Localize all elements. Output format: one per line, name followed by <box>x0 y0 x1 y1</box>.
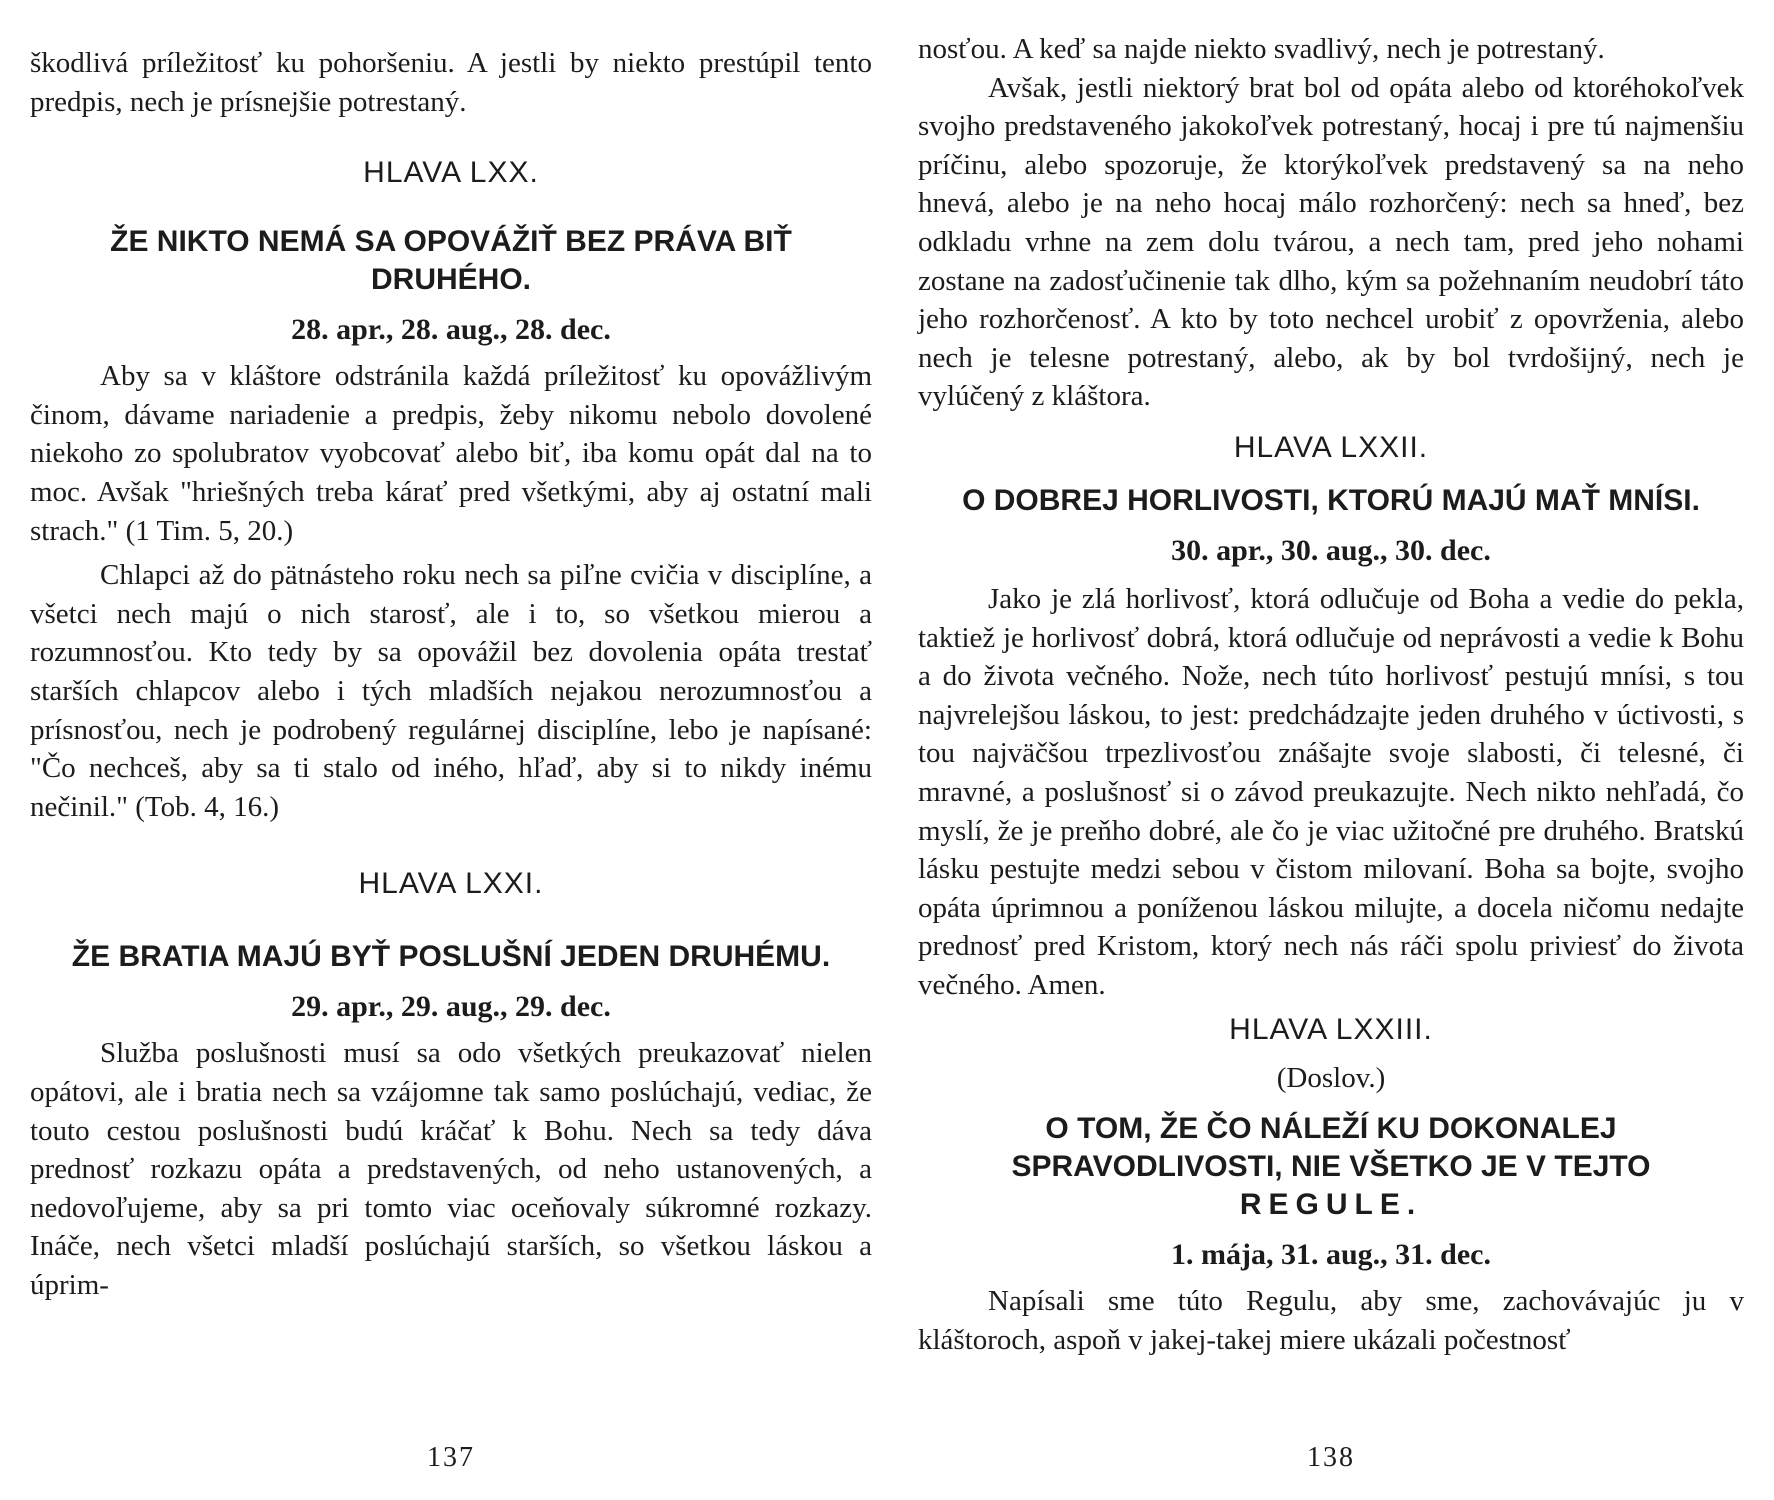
chapter-72-title: O DOBREJ HORLIVOSTI, KTORÚ MAJÚ MAŤ MNÍSI. <box>962 483 1700 517</box>
chapter-72-dates: 30. apr., 30. aug., 30. dec. <box>1171 533 1491 567</box>
chapter-73-title <box>918 1110 1744 1224</box>
chapter-73-label: HLAVA LXXIII. <box>1229 1013 1433 1047</box>
chapter-70-dates: 28. apr., 28. aug., 28. dec. <box>291 313 611 347</box>
page-number-right: 138 <box>1307 1442 1355 1473</box>
chapter-71-paragraph-1: Služba poslušnosti musí sa odo všetkých preukazovať nielen opátovi, ale i bratia nech sa vzájomne tak samo poslúchajú, vediac, že touto cestou poslušnosti budú kráčať k Bohu. Nech sa tedy dáva prednosť rozkazu opáta a predstavených, od neho ustanovených, a nedovoľujeme, aby sa pri tomto viac oceňovaly súkromné rozkazy. Ináče, nech všetci mladší poslúchajú starších, so všetkou láskou a úprim- <box>30 1037 872 1301</box>
opening-paragraph: škodlivá príležitosť ku pohoršeniu. A jestli by niekto prestúpil tento predpis, nech je prísnejšie potrestaný. <box>30 47 872 118</box>
chapter-73-title-main: O TOM, ŽE ČO NÁLEŽÍ KU DOKONALEJ SPRAVODLIVOSTI, NIE VŠETKO JE V TEJTO <box>1011 1112 1651 1184</box>
chapter-70-title: ŽE NIKTO NEMÁ SA OPOVÁŽIŤ BEZ PRÁVA BIŤ DRUHÉHO. <box>110 225 792 297</box>
chapter-73-note: (Doslov.) <box>1276 1062 1386 1095</box>
chapter-70-paragraph-2: Chlapci až do pätnásteho roku nech sa piľne cvičia v disciplíne, a všetci nech majú o nich starosť, ale i to, so všetkou mierou a rozumnosťou. Kto tedy by sa opovážil bez dovolenia opáta trestať starších chlapcov alebo i tých mladších nejakou nerozumnosťou a prísnosťou, nech je podrobený regulárnej disciplíne, lebo je napísané: "Čo nechceš, aby sa ti stalo od iného, hľaď, aby si to nikdy inému nečinil." (Tob. 4, 16.) <box>30 559 872 823</box>
right-page <box>918 0 1744 1500</box>
page-number-left: 137 <box>427 1442 475 1473</box>
continuation-paragraph-1: nosťou. A keď sa najde niekto svadlivý, nech je potrestaný. <box>918 33 1605 65</box>
chapter-73-paragraph-1: Napísali sme túto Regulu, aby sme, zachovávajúc ju v kláštoroch, aspoň v jakej-takej miere ukázali počestnosť <box>918 1285 1744 1357</box>
chapter-70-label: HLAVA LXX. <box>363 156 539 190</box>
chapter-71-dates: 29. apr., 29. aug., 29. dec. <box>291 990 611 1024</box>
chapter-73-dates: 1. mája, 31. aug., 31. dec. <box>1171 1238 1491 1272</box>
left-page <box>30 0 872 1500</box>
chapter-71-title: ŽE BRATIA MAJÚ BYŤ POSLUŠNÍ JEDEN DRUHÉMU. <box>71 940 831 974</box>
left-page-text <box>30 44 872 1304</box>
continuation-paragraph-2: Avšak, jestli niektorý brat bol od opáta alebo od ktoréhokoľvek svojho predstaveného jakokoľvek potrestaný, hocaj i pre tú najmenšiu príčinu, alebo spozoruje, že ktorýkoľvek predstavený sa na neho hnevá, alebo je na neho hocaj málo rozhorčený: nech sa hneď, bez odkladu vrhne na zem dolu tvárou, a nech tam, pred jeho nohami zostane na zadosťučinenie tak dlho, kým sa požehnaním neudobrí táto jeho rozhorčenosť. A kto by toto nechcel urobiť z opovrženia, alebo nech je telesne potrestaný, alebo, ak by bol tvrdošijný, nech je vylúčený z kláštora. <box>918 71 1744 413</box>
chapter-70-paragraph-1: Aby sa v kláštore odstránila každá príležitosť ku opovážlivým činom, dávame nariadenie a predpis, žeby nikomu nebolo dovolené niekoho zo spolubratov vyobcovať alebo biť, iba komu opát dal na to moc. Avšak "hriešných treba kárať pred všetkými, aby aj ostatní mali strach." (1 Tim. 5, 20.) <box>30 360 872 547</box>
chapter-71-label: HLAVA LXXI. <box>358 867 544 901</box>
chapter-73-title-end: REGULE. <box>1239 1188 1423 1222</box>
right-page-text <box>918 30 1744 1360</box>
chapter-72-paragraph-1: Jako je zlá horlivosť, ktorá odlučuje od Boha a vedie do pekla, taktiež je horlivosť dobrá, ktorá odlučuje od neprávosti a vedie k Bohu a do života večného. Nože, nech túto horlivosť pestujú mnísi, s tou najvrelejšou láskou, to jest: predchádzajte jeden druhého v úctivosti, s tou najväčšou trpezlivosťou znášajte svoje slabosti, či telesné, či mravné, a poslušnosť si o závod preukazujte. Nech nikto nehľadá, čo myslí, že je preňho dobré, ale čo je viac užitočné pre druhého. Bratskú lásku pestujte medzi sebou v čistom milovaní. Boha sa bojte, svojho opáta úprimnou a poníženou láskou milujte, a docela ničomu nedajte prednosť pred Kristom, ktorý nech nás ráči spolu priviesť do života večného. Amen. <box>918 582 1744 1001</box>
chapter-72-label: HLAVA LXXII. <box>1233 430 1429 464</box>
